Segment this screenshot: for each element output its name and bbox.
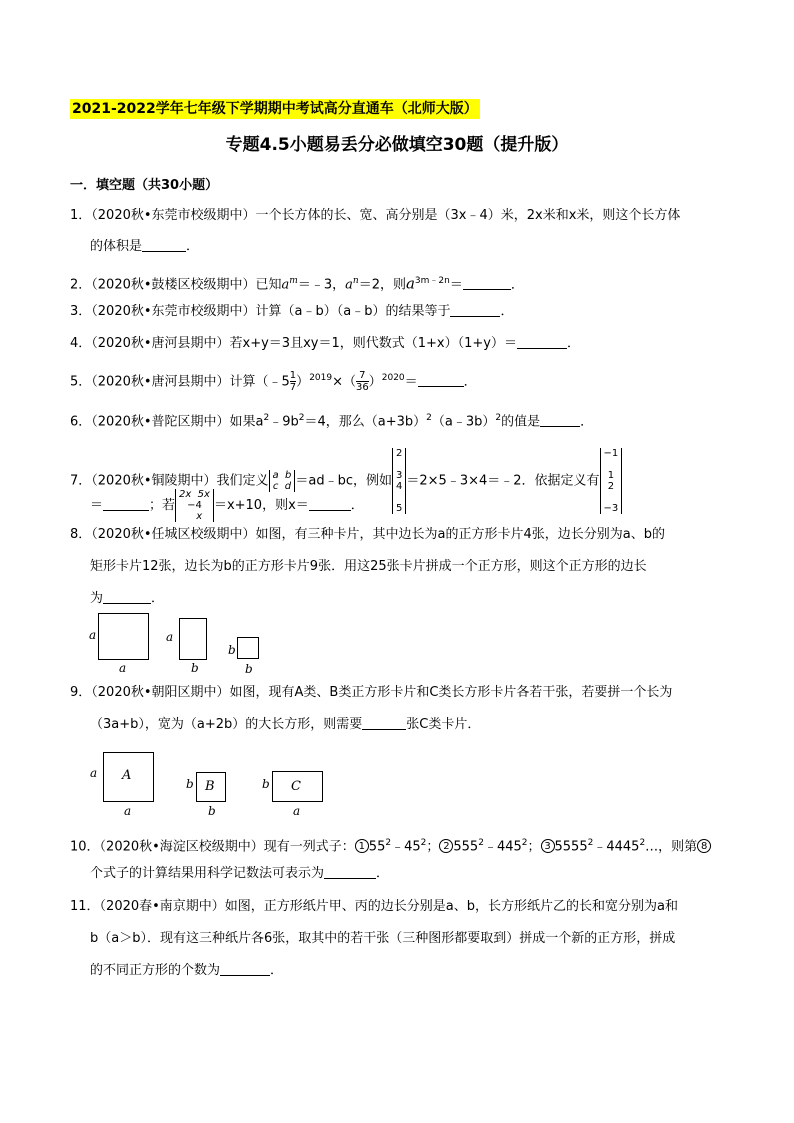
circled-number: 2 xyxy=(439,839,453,853)
q7-text: ＝ xyxy=(90,498,104,513)
answer-blank xyxy=(463,275,511,290)
q5-text: ） xyxy=(296,374,310,390)
q1-text: 的体积是 xyxy=(90,239,143,254)
section-heading: 一．填空题（共30小题） xyxy=(70,178,219,193)
q6-text: ﹣9b xyxy=(269,414,299,430)
q7-end: ． xyxy=(350,498,364,513)
q11-text: 的不同正方形的个数为 xyxy=(90,963,221,978)
side-label: a xyxy=(89,628,97,642)
q2-text: ＝﹣3， xyxy=(297,277,346,293)
answer-blank xyxy=(450,302,500,317)
question-8-line-2: 矩形卡片12张，边长为b的正方形卡片9张．用这25张卡片拼成一个正方形，则这个正方形的边长 xyxy=(90,559,647,574)
answer-blank xyxy=(418,372,464,387)
q5-end: ． xyxy=(463,374,477,390)
answer-blank xyxy=(324,864,376,879)
q3-end: ． xyxy=(500,304,514,319)
q2-text: 2．（2020秋•鼓楼区校级期中）已知 xyxy=(70,277,282,293)
q10-expr: ﹣445 xyxy=(483,839,522,855)
question-4 xyxy=(70,334,580,354)
determinant xyxy=(600,448,623,514)
side-label: a xyxy=(293,804,301,818)
question-6 xyxy=(70,408,593,432)
q6-exp: 2 xyxy=(495,413,502,423)
q8-text: 为 xyxy=(90,591,104,606)
q10-text: 个式子的计算结果用科学记数法可表示为 xyxy=(90,866,325,881)
side-label: b xyxy=(208,804,216,818)
question-2 xyxy=(70,271,524,295)
q7-text: ＝2×5﹣3×4＝﹣2．依据定义有 xyxy=(406,473,600,489)
det-cell: 2 xyxy=(607,481,615,492)
q7-text: ＝x+10，则x＝ xyxy=(213,498,309,513)
side-label: b xyxy=(228,643,236,657)
page-title: 专题4.5小题易丢分必做填空30题（提升版） xyxy=(225,135,569,155)
circled-number: 1 xyxy=(355,839,369,853)
side-label: a xyxy=(119,661,127,675)
q10-exp: 2 xyxy=(639,838,646,848)
q5-text: ） xyxy=(368,374,382,390)
q10-exp: 2 xyxy=(478,838,484,848)
q10-exp: 2 xyxy=(587,838,594,848)
q7-text: ；若 xyxy=(149,498,176,513)
det-cell: a xyxy=(272,470,279,481)
answer-blank xyxy=(220,961,270,976)
side-label: b xyxy=(245,662,253,676)
side-label: b xyxy=(262,777,270,791)
answer-blank xyxy=(362,715,406,730)
q10-exp: 2 xyxy=(420,838,427,848)
q10-expr: ﹣45 xyxy=(391,839,421,855)
answer-blank xyxy=(142,237,186,252)
q6-text: 6．（2020秋•普陀区期中）如果a xyxy=(70,414,264,430)
question-11-line-2: b（a＞b）．现有这三种纸片各6张，取其中的若干张（三种图形都要取到）拼成一个新的正方形，拼成 xyxy=(90,931,676,946)
q6-exp: 2 xyxy=(263,413,270,423)
q2-exp: 3m﹣2n xyxy=(414,276,450,286)
q6-exp: 2 xyxy=(298,413,305,423)
q1-end: ． xyxy=(186,239,200,254)
det-cell: −1 xyxy=(603,448,619,459)
fraction-denominator: 7 xyxy=(289,382,297,394)
q2-var: a xyxy=(281,277,290,293)
side-label: b xyxy=(191,661,199,675)
q10-expr: ﹣4445 xyxy=(593,839,640,855)
question-7-line-2 xyxy=(90,489,364,522)
q5-text: ×（ xyxy=(332,374,356,390)
q10-expr: 555 xyxy=(453,839,479,855)
det-cell: −4 xyxy=(187,500,202,511)
q3-text: 3．（2020秋•东莞市校级期中）计算（a﹣b）（a﹣b）的结果等于 xyxy=(70,304,451,319)
q7-text: 7．（2020秋•铜陵期中）我们定义 xyxy=(70,473,269,489)
q5-exp: 2019 xyxy=(309,373,333,383)
determinant xyxy=(175,489,214,522)
question-8-line-1: 8．（2020秋•任城区校级期中）如图，有三种卡片，其中边长为a的正方形卡片4张，边长分别为a、b的 xyxy=(70,527,665,542)
question-5 xyxy=(70,368,477,393)
det-cell: 2x xyxy=(179,489,192,500)
side-label: b xyxy=(186,777,194,791)
q10-sep: ； xyxy=(527,839,541,855)
det-cell: 4 xyxy=(396,481,403,492)
card-label: A xyxy=(122,768,132,783)
side-label: a xyxy=(90,766,98,780)
q2-var: a xyxy=(345,277,353,293)
q6-end: ． xyxy=(580,414,594,430)
q10-exp: 2 xyxy=(521,838,528,848)
square-card-a xyxy=(98,613,149,660)
q2-end: ． xyxy=(510,277,524,293)
det-cell: 5x xyxy=(197,489,210,500)
rectangle-card-ab xyxy=(179,618,207,660)
card-label: C xyxy=(291,779,301,794)
fraction-denominator: 36 xyxy=(356,382,369,394)
answer-blank xyxy=(309,496,351,511)
fraction-numerator: 7 xyxy=(356,370,369,382)
question-9-line-1: 9．（2020秋•朝阳区期中）如图，现有A类、B类正方形卡片和C类长方形卡片各若干张，若要拼一个长为 xyxy=(70,685,673,700)
question-11-line-1: 11．（2020春•南京期中）如图，正方形纸片甲、丙的边长分别是a、b，长方形纸片乙的长和宽分别为a和 xyxy=(70,899,678,914)
side-label: a xyxy=(166,630,174,644)
det-cell: 3 xyxy=(396,470,403,481)
circled-number: 3 xyxy=(541,839,555,853)
question-10-line-1 xyxy=(70,833,711,857)
det-cell: b xyxy=(285,470,292,481)
question-8-line-3 xyxy=(90,589,164,609)
q6-text: ＝4，那么（a+3b） xyxy=(304,414,427,430)
fraction xyxy=(356,370,369,393)
side-label: a xyxy=(124,804,132,818)
q10-text: 10．（2020秋•海淀区校级期中）现有一列式子： xyxy=(70,839,355,855)
q10-expr: 55 xyxy=(368,839,386,855)
q10-end: ． xyxy=(376,866,390,881)
q10-expr: 5555 xyxy=(554,839,588,855)
det-cell: 1 xyxy=(607,470,615,481)
q10-text: …，则第 xyxy=(645,839,698,855)
answer-blank xyxy=(517,334,567,349)
q6-exp: 2 xyxy=(426,413,432,423)
answer-blank xyxy=(103,496,149,511)
q5-exp: 2020 xyxy=(381,373,405,383)
answer-blank xyxy=(540,412,580,427)
q2-exp: m xyxy=(289,276,298,286)
q11-end: ． xyxy=(270,963,284,978)
circled-number: 8 xyxy=(697,839,711,853)
question-10-line-2 xyxy=(90,864,389,884)
square-card-b xyxy=(237,637,259,659)
q4-end: ． xyxy=(566,336,580,351)
determinant xyxy=(392,448,406,514)
det-cell: −3 xyxy=(603,503,619,514)
question-9-line-2 xyxy=(90,715,480,735)
card-label: B xyxy=(205,779,215,794)
q9-text: （3a+b），宽为（a+2b）的大长方形，则需要 xyxy=(90,717,363,732)
q7-text: ＝ad﹣bc，例如 xyxy=(295,473,393,489)
det-cell: x xyxy=(196,511,203,522)
det-cell: 5 xyxy=(396,503,403,514)
det-cell: c xyxy=(272,481,279,492)
q2-var: a xyxy=(405,274,415,293)
document-banner: 2021-2022学年七年级下学期期中考试高分直通车（北师大版） xyxy=(72,101,478,117)
q10-exp: 2 xyxy=(385,838,392,848)
question-1-line-1: 1．（2020秋•东莞市校级期中）一个长方体的长、宽、高分别是（3x﹣4）米，2x米和x米，则这个长方体 xyxy=(70,208,681,223)
q5-text: 5．（2020秋•唐河县期中）计算（﹣5 xyxy=(70,374,290,390)
question-1-line-2 xyxy=(90,237,199,257)
det-cell: d xyxy=(284,481,292,492)
q2-text: ＝2，则 xyxy=(358,277,406,293)
q5-text: ＝ xyxy=(404,374,418,390)
q8-end: ． xyxy=(151,591,165,606)
question-3 xyxy=(70,302,513,322)
answer-blank xyxy=(103,589,151,604)
det-cell: 2 xyxy=(396,448,403,459)
q6-text: 的值是 xyxy=(501,414,541,430)
q6-text: （a﹣3b） xyxy=(431,414,496,430)
q2-text: ＝ xyxy=(449,277,463,293)
q10-sep: ； xyxy=(426,839,440,855)
fraction-numerator: 1 xyxy=(289,370,297,382)
question-11-line-3 xyxy=(90,961,283,981)
q4-text: 4．（2020秋•唐河县期中）若x+y＝3且xy＝1，则代数式（1+x）（1+y）＝ xyxy=(70,336,517,351)
q9-text: 张C类卡片． xyxy=(406,717,481,732)
q2-exp: n xyxy=(352,276,359,286)
